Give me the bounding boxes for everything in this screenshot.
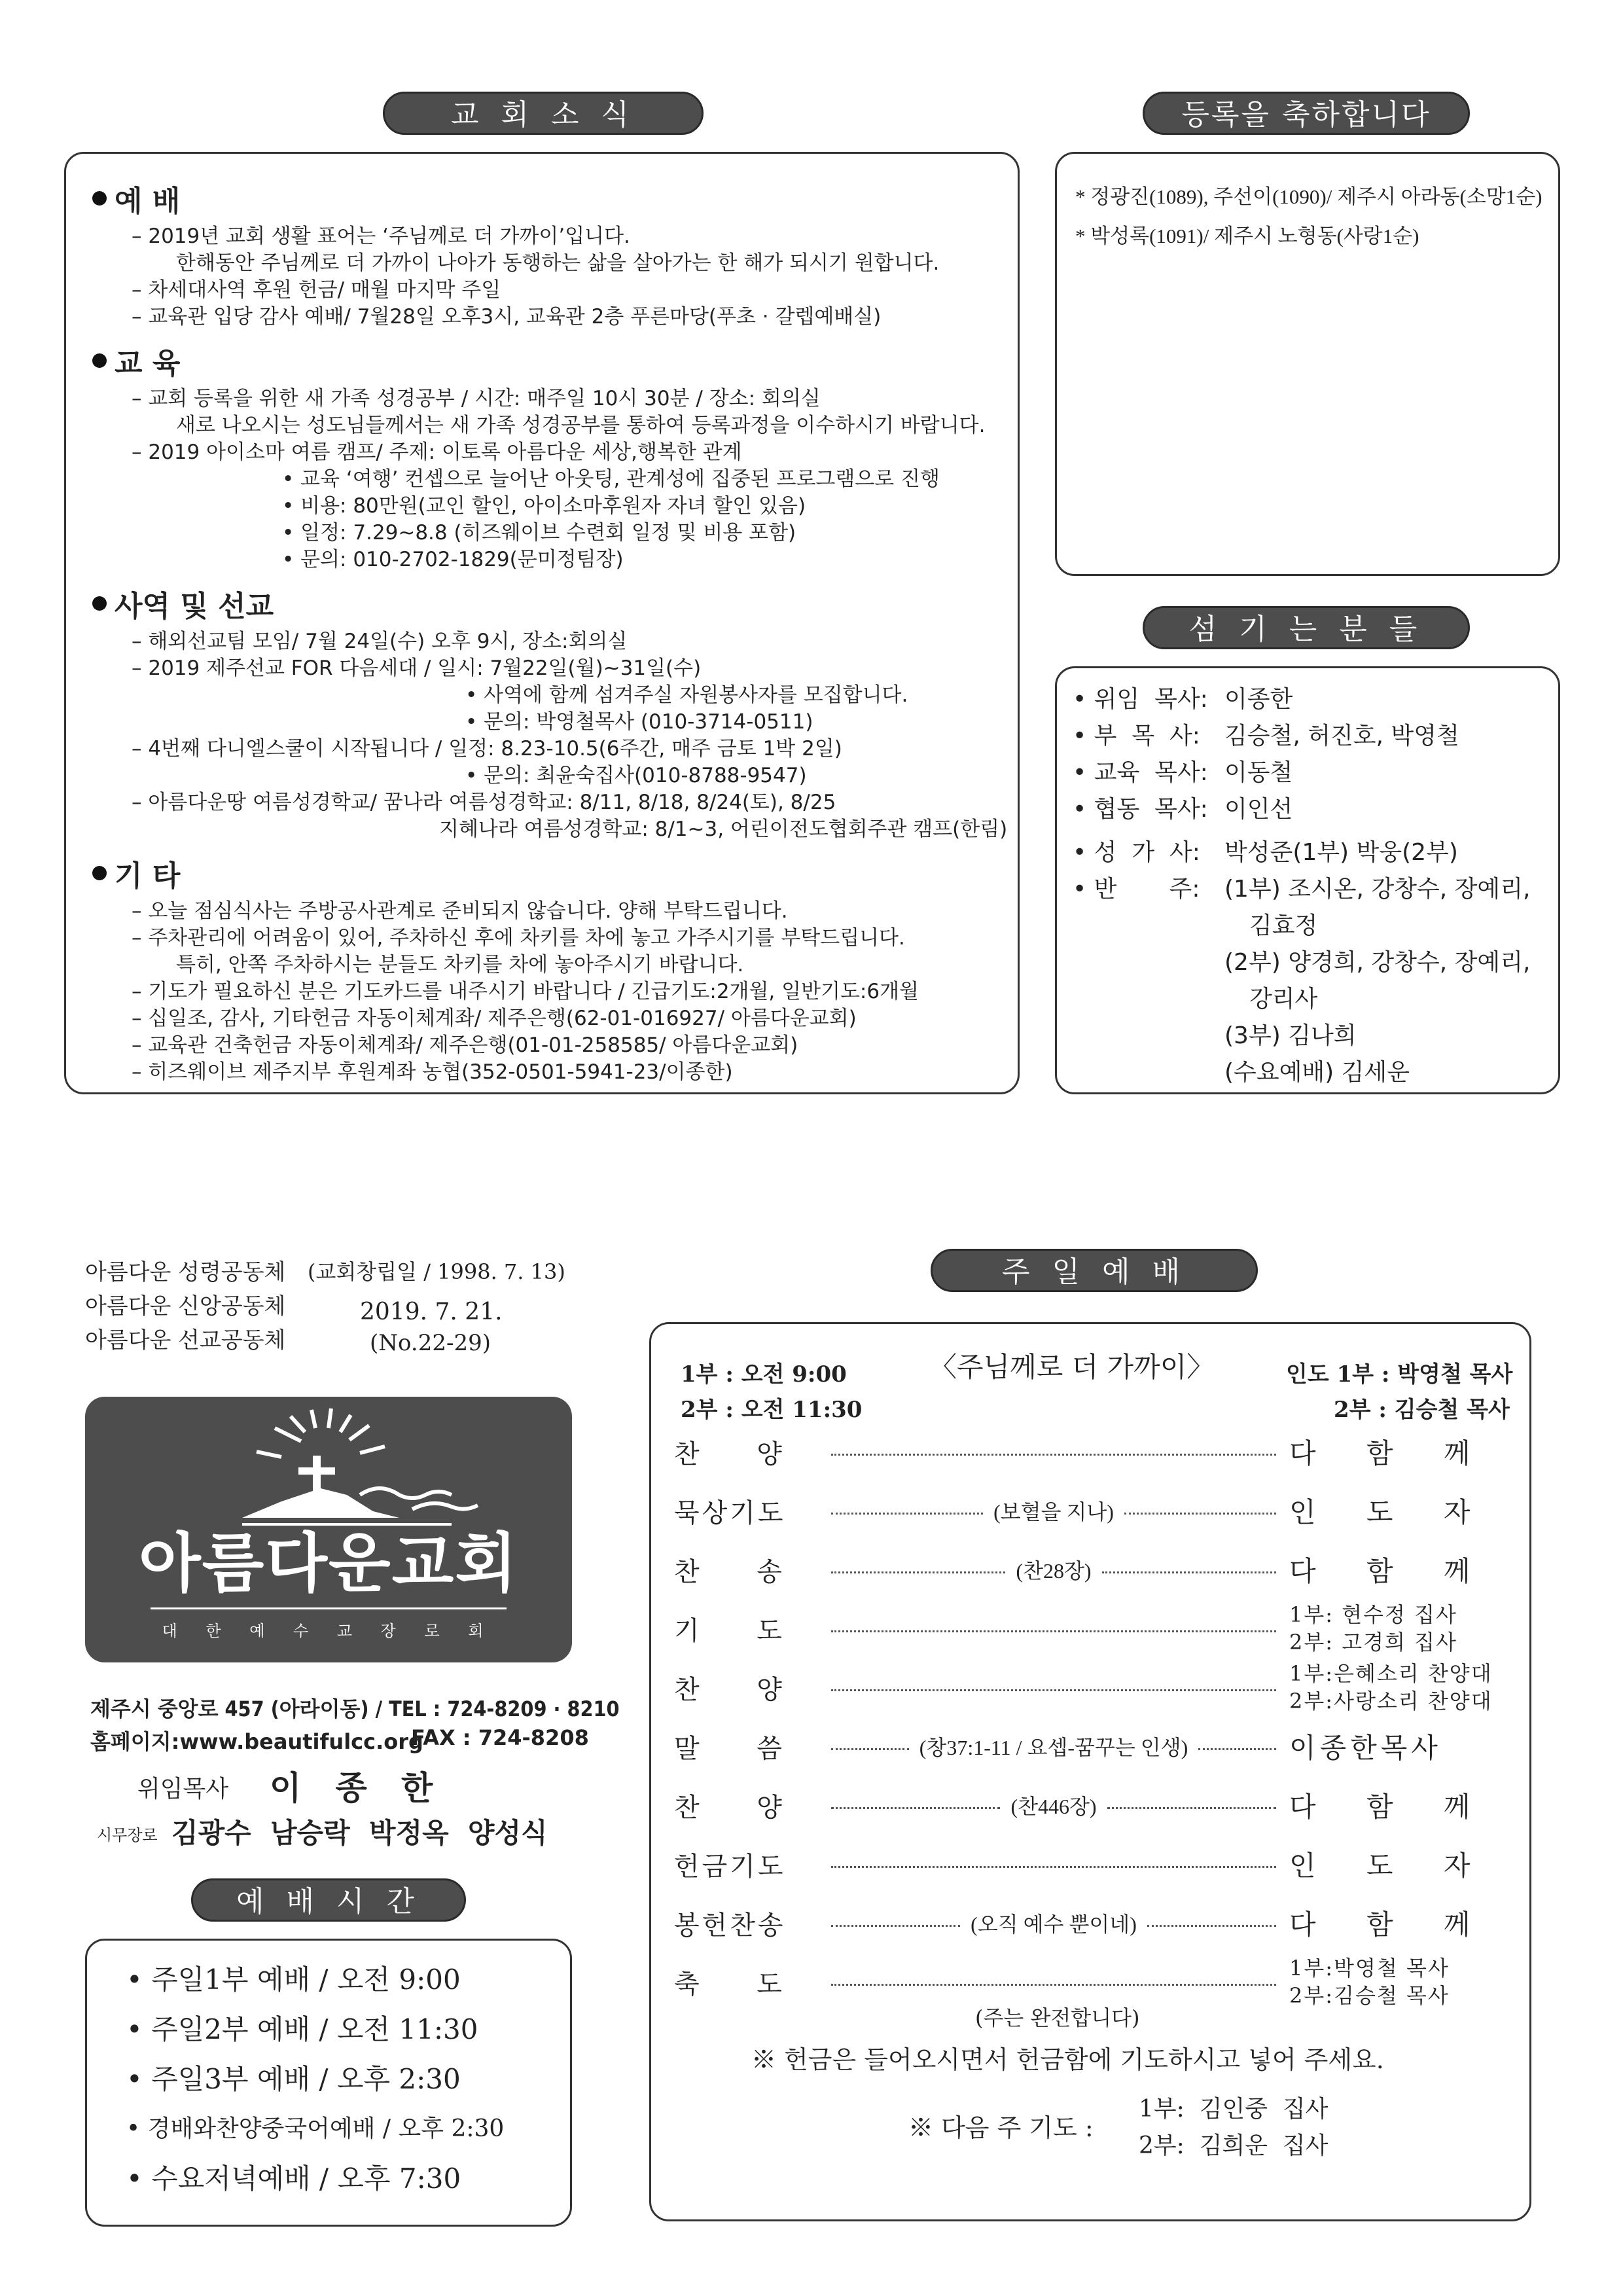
news-line: – 아름다운땅 여름성경학교/ 꿈나라 여름성경학교: 8/11, 8/18, 8/24(토), 8/25: [132, 791, 836, 814]
section-heading-text: 교 육: [115, 347, 181, 380]
worship-time-item: • 주일1부 예배 / 오전 9:00: [126, 1964, 461, 1996]
news-line: 특히, 안쪽 주차하시는 분들도 차키를 차에 놓아주시기 바랍니다.: [176, 953, 744, 977]
dot-leader: [1124, 1513, 1276, 1515]
order-item-name: 봉헌찬송: [674, 1910, 786, 1941]
church-logo-denomination: 대 한 예 수 교 장 로 회: [162, 1622, 495, 1640]
worship-times-box: [85, 1939, 572, 2227]
order-item-name: 찬 양: [674, 1439, 785, 1469]
dot-leader: [831, 1748, 909, 1750]
church-address: 제주시 중앙로 457 (아라이동) / TEL : 724-8209 · 8210: [90, 1696, 620, 1721]
order-item-name: 찬 송: [674, 1556, 785, 1587]
news-line: • 일정: 7.29~8.8 (히즈웨이브 수련회 일정 및 비용 포함): [282, 521, 796, 545]
order-item-name: 기 도: [674, 1615, 785, 1646]
bullet-icon: [92, 191, 107, 206]
worship-time-1: 1부 : 오전 9:00: [681, 1361, 847, 1388]
church-fax: FAX : 724-8208: [411, 1725, 589, 1750]
news-line: • 교육 ‘여행’ 컨셉으로 늘어난 아웃팅, 관계성에 집중된 프로그램으로 진행: [282, 467, 940, 491]
dot-leader: [831, 1689, 1276, 1691]
servants-title: 섬 기 는 분 들: [1143, 606, 1470, 649]
section-heading: [92, 177, 991, 219]
news-line: – 4번째 다니엘스쿨이 시작됩니다 / 일정: 8.23-10.5(6주간, 매주 금토 1박 2일): [132, 737, 842, 761]
elders-label: 시무장로: [97, 1826, 158, 1844]
next-prayer-2: 2부: 김희운 집사: [1139, 2132, 1329, 2159]
servant-role: • 협동 목사:: [1073, 796, 1208, 823]
dot-leader: [831, 1925, 960, 1927]
order-item-name: 묵상기도: [674, 1498, 786, 1528]
servant-role: • 교육 목사:: [1073, 759, 1208, 786]
dot-leader: [831, 1454, 1276, 1456]
order-item-name: 헌금기도: [674, 1851, 786, 1882]
dot-leader: [831, 1513, 983, 1515]
registration-line: * 박성록(1091)/ 제주시 노형동(사랑1순): [1075, 224, 1419, 247]
news-line: – 교육관 건축헌금 자동이체계좌/ 제주은행(01-01-258585/ 아름다운교회): [132, 1033, 798, 1057]
news-line: – 교육관 입당 감사 예배/ 7월28일 오후3시, 교육관 2층 푸른마당(푸초 · 갈렙예배실): [132, 305, 882, 329]
order-item-leader: 인 도 자: [1289, 1850, 1491, 1882]
motto: 아름다운 신앙공동체: [85, 1293, 286, 1319]
news-line: – 오늘 점심식사는 주방공사관계로 준비되지 않습니다. 양해 부탁드립니다.: [132, 899, 788, 923]
motto: 아름다운 성령공동체: [85, 1259, 286, 1285]
dot-leader: [1198, 1748, 1276, 1750]
order-item-leader: 다 함 께: [1289, 1437, 1491, 1469]
worship-leader-1: 인도 1부 : 박영철 목사: [1286, 1361, 1513, 1388]
order-item-leader: 1부:박영철 목사 2부:김승철 목사: [1289, 1956, 1450, 2008]
order-row: [674, 1897, 1499, 1949]
news-line: – 2019 제주선교 FOR 다음세대 / 일시: 7월22일(월)~31일(수): [132, 656, 702, 680]
offering-note: ※ 헌금은 들어오시면서 헌금함에 기도하시고 넣어 주세요.: [751, 2045, 1384, 2074]
servant-row: [1073, 755, 1543, 791]
servant-role: • 부 목 사:: [1073, 723, 1200, 749]
church-mottos: [85, 1255, 285, 1357]
church-homepage: 홈페이지:www.beautifulcc.org: [90, 1729, 423, 1754]
bulletin-date: 2019. 7. 21.: [360, 1299, 503, 1325]
servant-name: 이동철: [1224, 759, 1293, 786]
motto: 아름다운 선교공동체: [85, 1327, 286, 1354]
worship-theme: 〈주님께로 더 가까이〉: [929, 1351, 1215, 1383]
order-row: [674, 1779, 1499, 1831]
church-news-box: [64, 152, 1020, 1094]
order-item-name: 찬 양: [674, 1674, 785, 1705]
news-line: – 히즈웨이브 제주지부 후원계좌 농협(352-0501-5941-23/이종한): [132, 1060, 733, 1084]
order-item-leader: 1부:은혜소리 찬양대 2부:사랑소리 찬양대: [1289, 1661, 1493, 1713]
news-line: – 기도가 필요하신 분은 기도카드를 내주시기 바랍니다 / 긴급기도:2개월, 일반기도:6개월: [132, 980, 919, 1003]
servant-role: • 위임 목사:: [1073, 686, 1208, 713]
order-row: [674, 1720, 1499, 1772]
news-line: – 2019년 교회 생활 표어는 ‘주님께로 더 가까이’입니다.: [132, 224, 630, 248]
accompanist-line: (2부) 양경희, 강창수, 장예리,: [1224, 949, 1531, 976]
order-item-name: 축 도: [674, 1969, 785, 2000]
church-news-content: [92, 177, 1008, 1086]
news-line: – 차세대사역 후원 헌금/ 매월 마지막 주일: [132, 278, 501, 302]
section-heading: [92, 583, 991, 624]
order-row: [674, 1661, 1499, 1713]
section-heading: [92, 852, 991, 894]
servant-name: 김승철, 허진호, 박영철: [1224, 723, 1459, 749]
dot-leader: [831, 1984, 1276, 1986]
order-row: [674, 1956, 1499, 2008]
dot-leader: [831, 1630, 1276, 1632]
servant-role: • 반 주:: [1073, 876, 1200, 903]
servant-row: [1073, 871, 1543, 908]
worship-times-title: 예 배 시 간: [191, 1878, 466, 1922]
accompanist-line: 강리사: [1249, 986, 1318, 1013]
servant-row: [1073, 791, 1543, 828]
news-line: – 교회 등록을 위한 새 가족 성경공부 / 시간: 매주일 10시 30분 / 장소: 회의실: [132, 387, 821, 410]
news-line: – 2019 아이소마 여름 캠프/ 주제: 이토록 아름다운 세상,행복한 관계: [132, 440, 742, 464]
worship-time-2: 2부 : 오전 11:30: [681, 1397, 863, 1423]
order-row: [674, 1602, 1499, 1655]
order-item-leader: 인 도 자: [1289, 1496, 1491, 1528]
dot-leader: [831, 1571, 1005, 1573]
registration-box: [1055, 152, 1560, 576]
order-item-leader: 1부: 현수정 집사 2부: 고경희 집사: [1289, 1602, 1457, 1655]
news-line: • 비용: 80만원(교인 할인, 아이소마후원자 자녀 할인 있음): [282, 494, 806, 518]
order-row: [674, 1426, 1499, 1478]
order-item-name: 말 씀: [674, 1733, 785, 1764]
news-line: • 문의: 최윤숙집사(010-8788-9547): [465, 764, 807, 787]
news-line: 한해동안 주님께로 더 가까이 나아가 동행하는 삶을 살아가는 한 해가 되시기 원합니다.: [176, 251, 940, 275]
dot-leader: [1107, 1807, 1276, 1809]
worship-time-item: • 주일2부 예배 / 오전 11:30: [126, 2013, 478, 2045]
servants-list: [1073, 681, 1543, 1091]
servants-box: [1055, 666, 1560, 1094]
dot-leader: [831, 1866, 1276, 1868]
news-line: – 주차관리에 어려움이 있어, 주차하신 후에 차키를 차에 놓고 가주시기를 부탁드립니다.: [132, 926, 905, 950]
news-line: • 문의: 010-2702-1829(문미정팀장): [282, 548, 624, 571]
worship-time-item: • 주일3부 예배 / 오후 2:30: [126, 2063, 461, 2095]
order-item-detail: (창37:1-11 / 요셉-꿈꾸는 인생): [919, 1736, 1188, 1759]
servant-row: [1073, 834, 1543, 871]
section-heading: [92, 340, 991, 382]
worship-time-item: • 수요저녁예배 / 오후 7:30: [126, 2162, 461, 2195]
servant-row: [1073, 718, 1543, 755]
section-heading-text: 예 배: [115, 185, 181, 218]
sunday-worship-title: 주 일 예 배: [931, 1249, 1258, 1292]
order-row: [674, 1543, 1499, 1596]
dot-leader: [1147, 1925, 1276, 1927]
pastor-label: 위임목사: [137, 1776, 229, 1803]
order-item-leader: 다 함 께: [1289, 1555, 1491, 1587]
order-item-leader: 다 함 께: [1289, 1909, 1491, 1941]
accompanist-line: 김효정: [1249, 912, 1318, 939]
bullet-icon: [92, 353, 107, 368]
servant-name: 이인선: [1224, 796, 1293, 823]
dot-leader: [831, 1807, 1000, 1809]
bullet-icon: [92, 596, 107, 611]
order-item-detail: (오직 예수 뿐이네): [971, 1912, 1137, 1936]
section-heading-text: 사역 및 선교: [115, 590, 274, 623]
servant-name: 박성준(1부) 박웅(2부): [1224, 839, 1458, 866]
servant-name: 이종한: [1224, 686, 1293, 713]
order-item-leader: 다 함 께: [1289, 1791, 1491, 1823]
church-news-title: 교 회 소 식: [383, 92, 704, 135]
news-line: – 십일조, 감사, 기타헌금 자동이체계좌/ 제주은행(62-01-016927/ 아름다운교회): [132, 1007, 857, 1030]
section-heading-text: 기 타: [115, 859, 181, 893]
pastor-name: 이 종 한: [270, 1768, 433, 1807]
bullet-icon: [92, 866, 107, 880]
accompanist-line: (수요예배) 김세운: [1224, 1059, 1410, 1086]
next-prayer-1: 1부: 김인중 집사: [1139, 2096, 1329, 2123]
news-line: • 문의: 박영철목사 (010-3714-0511): [465, 710, 813, 734]
news-line: 지혜나라 여름성경학교: 8/1~3, 어린이전도협회주관 캠프(한림): [439, 817, 1008, 841]
servant-row: [1073, 681, 1543, 718]
order-row: [674, 1838, 1499, 1890]
registration-line: * 정광진(1089), 주선이(1090)/ 제주시 아라동(소망1순): [1075, 185, 1543, 208]
worship-leader-2: 2부 : 김승철 목사: [1334, 1397, 1510, 1423]
order-item-name: 찬 양: [674, 1792, 785, 1823]
servant-name: (1부) 조시온, 강창수, 장예리,: [1224, 876, 1531, 903]
order-item-detail: (찬446장): [1010, 1795, 1097, 1818]
servant-role: • 성 가 사:: [1073, 839, 1200, 866]
next-prayer-label: ※ 다음 주 기도 :: [908, 2113, 1094, 2142]
news-line: – 해외선교팀 모임/ 7월 24일(수) 오후 9시, 장소:회의실: [132, 630, 628, 653]
elders-names: 김광수 남승락 박정옥 양성식: [171, 1817, 548, 1849]
church-logo-name: 아름다운교회: [138, 1526, 518, 1601]
order-item-detail: (찬28장): [1016, 1559, 1092, 1583]
worship-time-item: • 경배와찬양중국어예배 / 오후 2:30: [126, 2115, 505, 2142]
bulletin-issue: (No.22-29): [370, 1330, 491, 1356]
news-line: 새로 나오시는 성도님들께서는 새 가족 성경공부를 통하여 등록과정을 이수하시기 바랍니다.: [176, 414, 986, 437]
dot-leader: [1102, 1571, 1276, 1573]
order-item-leader: 이종한목사: [1289, 1732, 1442, 1764]
offering-song: (주는 완전합니다): [975, 2005, 1140, 2030]
news-line: • 사역에 함께 섬겨주실 자원봉사자를 모집합니다.: [465, 683, 908, 707]
accompanist-line: (3부) 김나희: [1224, 1022, 1357, 1049]
order-row: [674, 1484, 1499, 1537]
church-logo: [85, 1397, 572, 1662]
founded-date: (교회창립일 / 1998. 7. 13): [308, 1259, 565, 1284]
order-item-detail: (보혈을 지나): [993, 1500, 1114, 1524]
registration-title: 등록을 축하합니다: [1143, 92, 1470, 135]
